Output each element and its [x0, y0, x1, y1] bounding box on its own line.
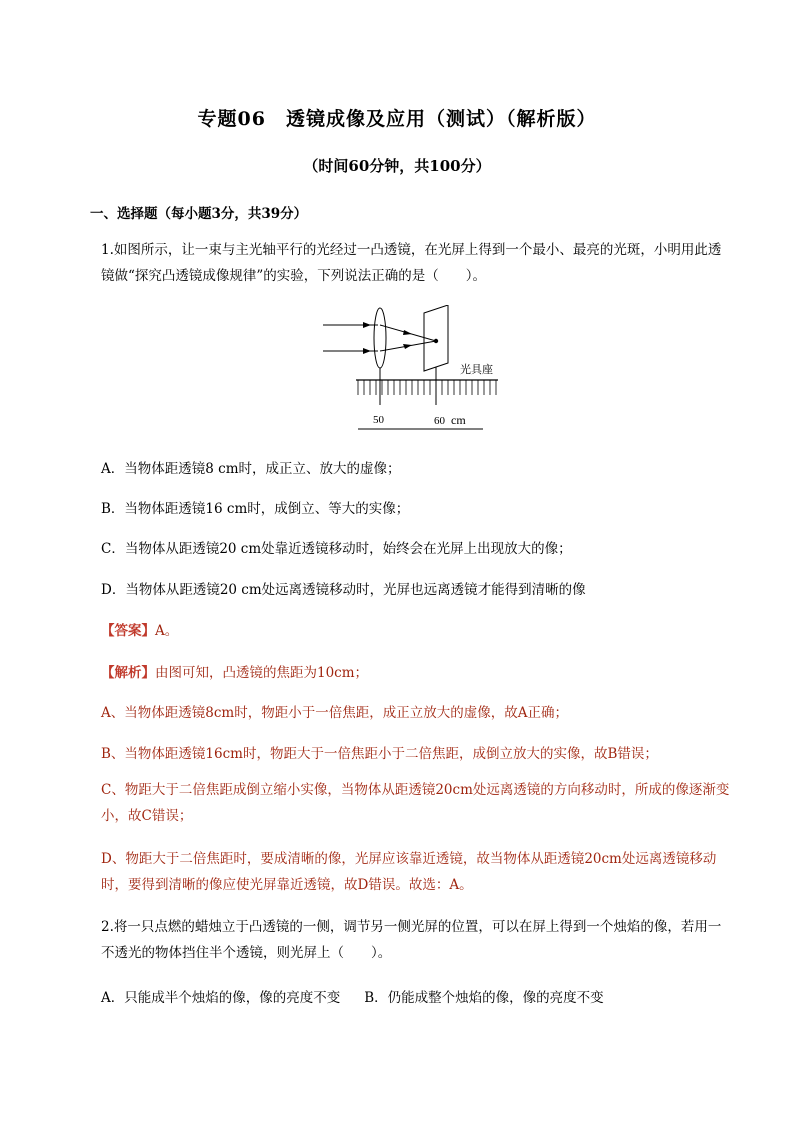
- section-heading: 一、选择题（每小题3分，共39分）: [90, 206, 308, 222]
- refracted-arrow-bottom: [403, 344, 412, 349]
- option-b: B．当物体距透镜16 cm时，成倒立、等大的实像；: [101, 501, 410, 517]
- analysis-intro: 由图可知，凸透镜的焦距为10cm；: [155, 665, 369, 681]
- analysis-a: A、当物体距透镜8cm时，物距小于一倍焦距，成正立放大的虚像，故A正确；: [101, 705, 568, 721]
- analysis-intro-line: [90, 661, 368, 681]
- bench-ticks: [358, 380, 496, 395]
- question-2-stem: 2.将一只点燃的蜡烛立于凸透镜的一侧，调节另一侧光屏的位置，可以在屏上得到一个烛焰的像，若用一不透光的物体挡住半个透镜，则光屏上（ ）。: [101, 919, 722, 961]
- page-subtitle: （时间60分钟，共100分）: [303, 157, 491, 175]
- answer-line: [90, 619, 178, 639]
- convex-lens: [374, 308, 386, 368]
- option-c: C．当物体从距透镜20 cm处靠近透镜移动时，始终会在光屏上出现放大的像；: [101, 541, 572, 557]
- analysis-b: B、当物体距透镜16cm时，物距大于一倍焦距小于二倍焦距，成倒立放大的实像，故B错误；: [101, 746, 658, 762]
- option-d: D．当物体从距透镜20 cm处远离透镜移动时，光屏也远离透镜才能得到清晰的像: [101, 582, 586, 598]
- answer-value: A。: [155, 623, 179, 639]
- analysis-tag: 【解析】: [101, 665, 155, 681]
- tick-label-50: 50: [373, 414, 384, 426]
- q2-option-b: B．仍能成整个烛焰的像，像的亮度不变: [364, 990, 604, 1006]
- question-1-stem: 1.如图所示，让一束与主光轴平行的光经过一凸透镜，在光屏上得到一个最小、最亮的光斑，小明用此透镜做“探究凸透镜成像规律”的实验，下列说法正确的是（ ）。: [101, 242, 722, 284]
- optical-bench-figure: [318, 305, 518, 435]
- analysis-d: D、物距大于二倍焦距时，要成清晰的像，光屏应该靠近透镜，故当物体从距透镜20cm处远离透镜移动时，要得到清晰的像应使光屏靠近透镜，故D错误。故选：A。: [101, 851, 717, 893]
- option-a: A．当物体距透镜8 cm时，成正立、放大的虚像；: [101, 461, 401, 477]
- unit-label: cm: [451, 413, 466, 427]
- q2-options-row: [90, 986, 604, 1006]
- q2-option-a: A．只能成半个烛焰的像，像的亮度不变: [101, 990, 341, 1006]
- arrow-head-top: [363, 322, 371, 328]
- tick-label-60: 60: [434, 415, 445, 427]
- light-screen: [424, 305, 448, 371]
- answer-tag: 【答案】: [101, 623, 155, 639]
- analysis-c: C、物距大于二倍焦距成倒立缩小实像，当物体从距透镜20cm处远离透镜的方向移动时，所成的像逐渐变小，故C错误；: [101, 782, 730, 824]
- arrow-head-bottom: [363, 348, 371, 354]
- stand-label: 光具座: [460, 363, 493, 376]
- page-title: 专题06 透镜成像及应用（测试）（解析版）: [197, 108, 597, 130]
- focal-point: [434, 339, 438, 343]
